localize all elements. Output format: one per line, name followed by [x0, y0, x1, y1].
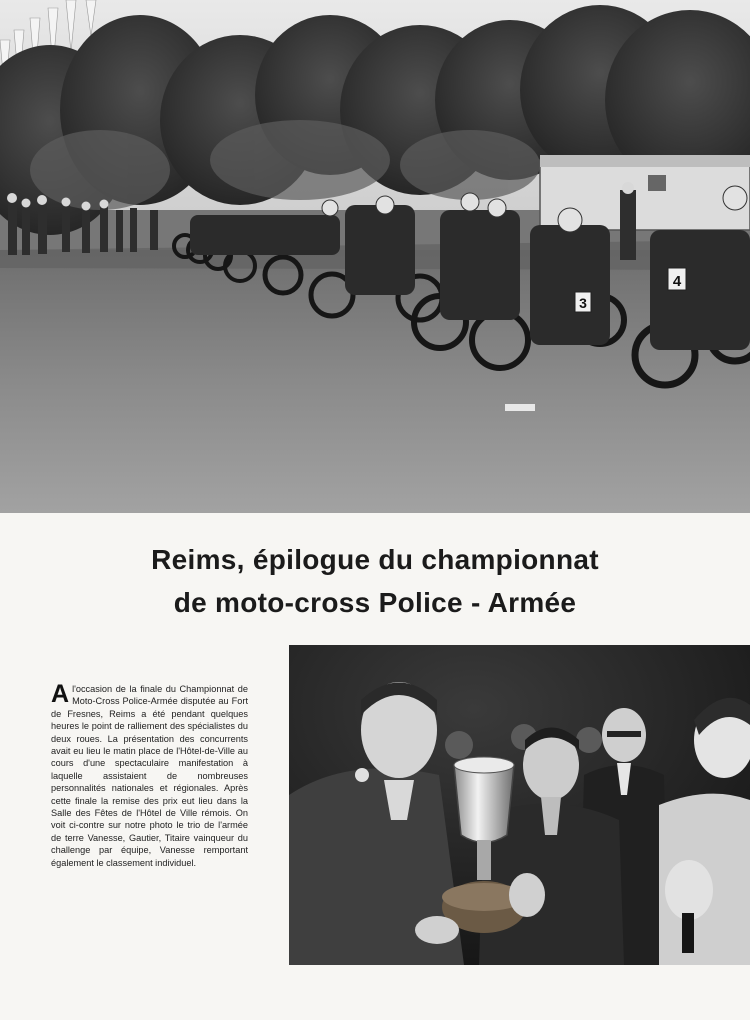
race-number-4: 4: [672, 273, 682, 290]
article-headline: [60, 538, 690, 624]
headline-line-2: de moto-cross Police - Armée: [173, 587, 577, 618]
drop-cap: A: [51, 680, 70, 708]
trophy-presentation-photo: [289, 645, 750, 965]
article-text: l'occasion de la finale du Championnat de Moto-Cross Police-Armée disputée au Fort de Fresnes, Reims a été pendant quelques heures le point de ralliement des spécialistes du deux roues. La présentation des concurrents avait eu lieu le matin place de l'Hôtel-de-Ville au cours d'une spectaculaire manifestation à laquelle assistaient de nombreuses personnalités nationales et régionales. Après cette finale la remise des prix eut lieu dans la Salle des Fêtes de l'Hôtel de Ville rémois. On voit ci-contre sur notre photo le trio de l'armée de terre Vanesse, Gautier, Titaire vainqueur du challenge par équipe, Vanesse remportant également le classement individuel.: [51, 684, 248, 868]
race-number-3: 3: [579, 295, 587, 311]
trophy-presentation-image: [289, 645, 750, 965]
article-body: [51, 680, 248, 869]
headline-line-1: Reims, épilogue du championnat: [151, 544, 599, 575]
